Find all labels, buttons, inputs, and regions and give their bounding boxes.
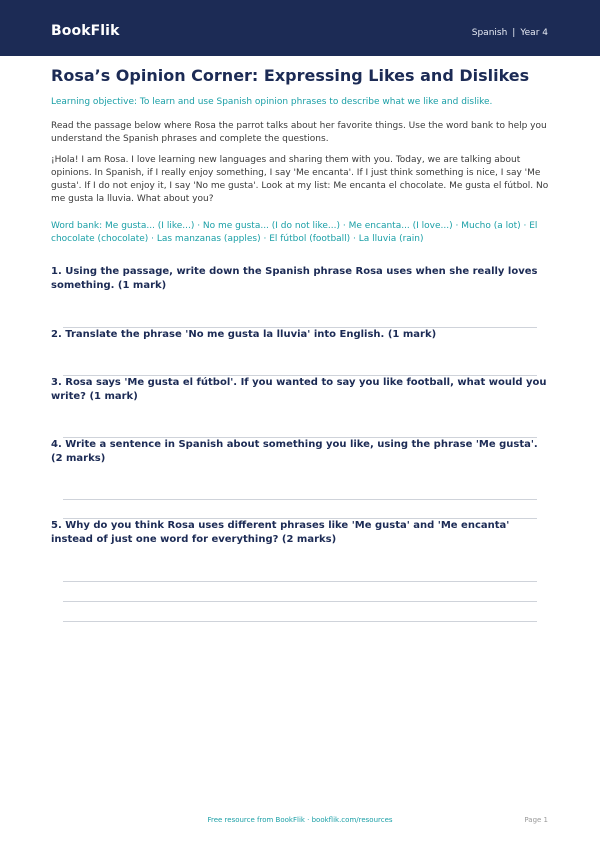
brand-logo: BookFlik xyxy=(51,23,120,39)
page-header xyxy=(0,0,600,56)
answer-line[interactable] xyxy=(63,499,537,500)
meta-separator: | xyxy=(512,28,516,38)
question-4: 4. Write a sentence in Spanish about something you like, using the phrase 'Me gusta'. (2 marks) xyxy=(51,439,538,464)
page-number: Page 1 xyxy=(524,816,548,824)
footer-credit: Free resource from BookFlik · bookflik.com/resources xyxy=(207,816,393,824)
worksheet-title: Rosa’s Opinion Corner: Expressing Likes and Dislikes xyxy=(51,66,530,85)
answer-line[interactable] xyxy=(63,621,537,622)
year-label: Year 4 xyxy=(520,28,548,38)
word-bank: Word bank: Me gusta... (I like...) · No me gusta... (I do not like...) · Me encanta... (I love...) · Mucho (a lot) · El chocolate (chocolate) · Las manzanas (apples) · El fútbol (football) · La lluvia (rain) xyxy=(51,221,538,244)
subject-year-label xyxy=(472,28,548,38)
passage-paragraph: ¡Hola! I am Rosa. I love learning new languages and sharing them with you. Today, we are talking about opinions. In Spanish, if I really enjoy something, I say 'Me encanta'. If I just think something is nice, I say 'Me gusta'. If I do not enjoy it, I say 'No me gusta'. Look at my list: Me encanta el chocolate. Me gusta el fútbol. No me gusta la lluvia. What about you? xyxy=(51,155,549,204)
question-5: 5. Why do you think Rosa uses different phrases like 'Me gusta' and 'Me encanta' instead of just one word for everything? (2 marks) xyxy=(51,520,510,545)
instructions-paragraph: Read the passage below where Rosa the parrot talks about her favorite things. Use the word bank to help you understand the Spanish phrases and complete the questions. xyxy=(51,121,547,144)
question-2: 2. Translate the phrase 'No me gusta la lluvia' into English. (1 mark) xyxy=(51,329,437,340)
learning-objective: Learning objective: To learn and use Spanish opinion phrases to describe what we like and dislike. xyxy=(51,97,493,107)
answer-line[interactable] xyxy=(63,581,537,582)
question-3: 3. Rosa says 'Me gusta el fútbol'. If you wanted to say you like football, what would you write? (1 mark) xyxy=(51,377,547,402)
question-1: 1. Using the passage, write down the Spanish phrase Rosa uses when she really loves something. (1 mark) xyxy=(51,266,538,291)
answer-line[interactable] xyxy=(63,601,537,602)
subject-label: Spanish xyxy=(471,28,508,38)
